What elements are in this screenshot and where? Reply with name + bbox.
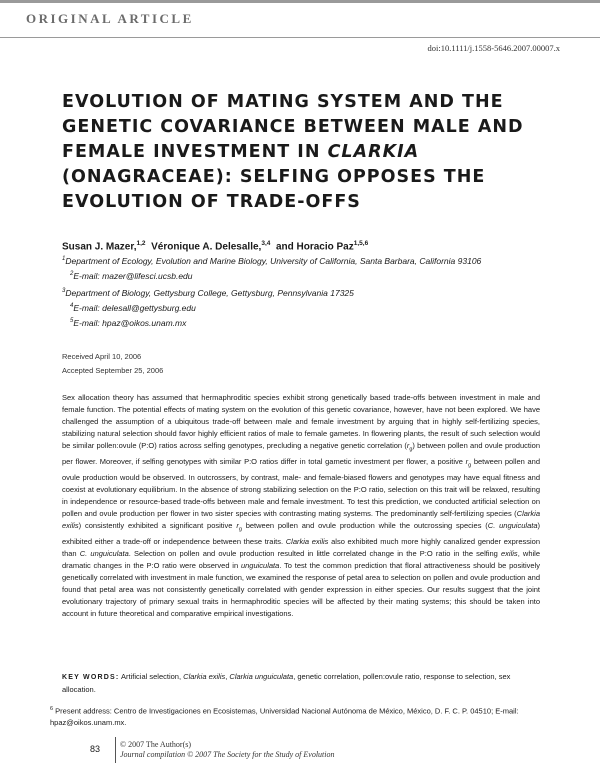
author-mazer-affil: 1,2 [136,240,146,247]
affiliation-4-marker: 4 [70,303,74,310]
abstract-text-10: . To test the common prediction that floral attractiveness should be positively genetically correlated with investment in male function, we examined the response of petal area to selection on pollen and ovule production and found that petal area was not consistently genetically correlated with gender expression in either species. Our results suggest that the joint evolutionary trajectory of primary sexual traits in hermaphroditic species will be affected by their mating systems; this should be taken into account in future theoretical and comparative empirical investigations. [62,560,540,619]
species-name-2: C. unguiculata [487,520,538,530]
copyright-line-2: Journal compilation © 2007 The Society for the Study of Evolution [120,750,335,759]
rg-symbol-1: r [406,441,410,451]
top-rule [0,0,600,3]
affiliation-4 [70,303,196,313]
copyright [120,740,335,760]
abstract-text-1: Sex allocation theory has assumed that hermaphroditic species exhibit strong genetically based trade-offs between investment in male and female function. The potential effects of mating system on the evolution of this genetic covariance, however, have not been explored. We have challenged the assumption of a ubiquitous trade-off between male and female investment by arguing that in highly self-fertilizing species, stabilizing natural selection should favor highly efficient ratios of male to female gametes. In flowering plants, the result of such selection would be similar pollen:ovule (P:O) ratios across selfing genotypes, precluding a negative genetic correlation ( [62,393,540,451]
title-part-1: EVOLUTION OF MATING SYSTEM AND THE GENETIC COVARIANCE BETWEEN MALE AND FEMALE INVESTMENT IN [62,92,524,162]
author-mazer: Susan J. Mazer, [62,241,137,253]
page-number: 83 [90,744,101,754]
author-delesalle: Véronique A. Delesalle, [151,241,262,253]
abstract-text-8: . Selection on pollen and ovule production resulted in little correlated change in the P:O ratio in the selfing [128,548,502,558]
email-mazer[interactable]: E-mail: mazer@lifesci.ucsb.edu [73,271,193,281]
affiliation-3-marker: 3 [62,288,66,295]
footnote-text: Present address: Centro de Investigaciones en Ecosistemas, Universidad Nacional Autónoma de México, México, D. F. C. P. 04510; E-mail: hpaz@oikos.unam.mx. [50,706,519,727]
copyright-line-1: © 2007 The Author(s) [120,740,192,749]
keyword-species-1: Clarkia exilis [183,672,226,681]
title-part-2: (ONAGRACEAE): SELFING OPPOSES THE EVOLUTION OF TRADE-OFFS [62,167,486,212]
abstract-text-7: also exhibited much more highly canalized gender expression than [62,536,541,558]
species-name-6: unguiculata [240,560,280,570]
keywords [62,671,540,696]
article-type-label: ORIGINAL ARTICLE [26,11,194,26]
affiliation-5 [70,318,186,328]
author-delesalle-affil: 3,4 [261,240,271,247]
affiliation-1 [62,256,481,266]
accepted-date: Accepted September 25, 2006 [62,366,164,375]
affiliation-3 [62,288,354,298]
rg-symbol-2: r [465,456,469,466]
species-name-5: exilis [501,548,518,558]
keywords-label: KEY WORDS: [62,674,120,681]
affiliation-3-text: Department of Biology, Gettysburg College, Gettysburg, Pennsylvania 17325 [65,288,354,298]
footnote-marker: 6 [50,706,54,712]
affiliation-2 [70,271,193,281]
email-delesalle[interactable]: E-mail: delesall@gettysburg.edu [73,303,196,313]
species-name-4: C. unguiculata [79,548,129,558]
header-rule [0,37,600,38]
abstract-text-4: ) consistently exhibited a significant positive [78,520,237,530]
footer-divider [115,737,116,763]
rg-subscript-2: g [468,462,472,469]
author-paz-affil: 1,5,6 [353,240,369,247]
affiliation-1-marker: 1 [62,256,66,263]
species-name-3: Clarkia exilis [285,536,329,546]
keyword-text-1: Artificial selection, [119,672,184,681]
received-date: Received April 10, 2006 [62,352,142,361]
keyword-separator: , [225,672,230,681]
doi[interactable]: doi:10.1111/j.1558-5646.2007.00007.x [427,43,560,53]
abstract-text-5: between pollen and ovule production while the outcrossing species ( [241,520,488,530]
rg-symbol-3: r [236,520,239,530]
species-name-1: Clarkia exilis [62,508,540,530]
title-genus: CLARKIA [327,142,420,162]
article-title [62,90,567,215]
keyword-text-2: , genetic correlation, pollen:ovule ratio, response to selection, sex allocation. [62,672,511,694]
abstract-text-3: between pollen and ovule production would be observed. In outcrossers, by contrast, male- and female-biased flowers and genotypes may have equal fitness and coexist at evolutionary equilibrium. In the absence of strong stabilizing selection on the P:O ratio, selection on this trait will be relaxed, resulting in independence or resource-based trade-offs between male and female investment. To test this prediction, we conducted artificial selection on pollen and ovule production per flower in two sister species with contrasting mating systems. The predominantly self-fertilizing species ( [62,456,541,518]
abstract-text-6: ) exhibited either a trade-off or independence between these traits. [62,520,540,546]
footnote [50,704,545,729]
author-paz: and Horacio Paz [275,241,354,253]
email-paz[interactable]: E-mail: hpaz@oikos.unam.mx [73,318,187,328]
abstract-text-9: , while dramatic changes in the P:O ratio were observed in [62,548,541,570]
affiliation-5-marker: 5 [70,318,74,325]
author-list [62,240,368,252]
abstract [62,392,540,620]
affiliation-2-marker: 2 [70,271,74,278]
rg-subscript-1: g [409,446,413,453]
abstract-text-2: ) between pollen and ovule production per flower. Moreover, if selfing genotypes with similar P:O ratios differ in total gametic investment per flower, a positive [62,441,540,466]
keyword-species-2: Clarkia unguiculata [229,672,294,681]
affiliation-1-text: Department of Ecology, Evolution and Marine Biology, University of California, Santa Barbara, California 93106 [65,256,482,266]
rg-subscript-3: g [238,526,242,533]
